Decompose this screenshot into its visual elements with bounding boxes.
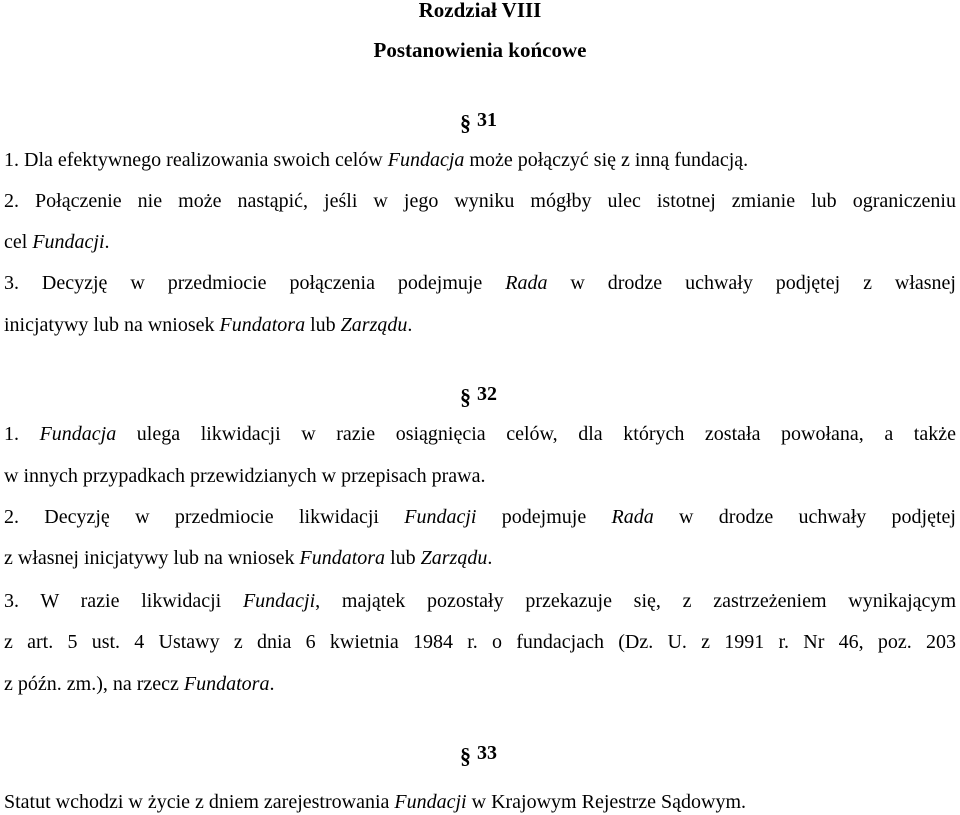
section-number: 31 (477, 109, 497, 131)
section-31-heading (460, 108, 497, 135)
section-sign: § (460, 384, 471, 409)
section-33-heading (460, 741, 497, 768)
section-32-line-7: z późn. zm.), na rzecz Fundatora. (4, 673, 275, 695)
section-31-line-1: 1. Dla efektywnego realizowania swoich celów Fundacja może połączyć się z inną fundacją. (4, 149, 749, 171)
section-32-line-1: 1. Fundacja ulega likwidacji w razie osiągnięcia celów, dla których została powołana, a także (4, 423, 956, 445)
section-32-line-6: z art. 5 ust. 4 Ustawy z dnia 6 kwietnia 1984 r. o fundacjach (Dz. U. z 1991 r. Nr 46, poz. 203 (4, 631, 956, 653)
section-number: 32 (477, 383, 497, 405)
section-32-line-2: w innych przypadkach przewidzianych w przepisach prawa. (4, 465, 486, 487)
section-31-line-2: 2. Połączenie nie może nastąpić, jeśli w jego wyniku mógłby ulec istotnej zmianie lub ograniczeniu (4, 190, 956, 212)
section-31-line-3: cel Fundacji. (4, 231, 110, 253)
section-32-line-5: 3. W razie likwidacji Fundacji, majątek pozostały przekazuje się, z zastrzeżeniem wynikającym (4, 590, 956, 612)
section-sign: § (460, 110, 471, 135)
section-32-line-3: 2. Decyzję w przedmiocie likwidacji Fundacji podejmuje Rada w drodze uchwały podjętej (4, 506, 956, 528)
chapter-heading: Rozdział VIII (418, 0, 542, 22)
section-number: 33 (477, 742, 497, 764)
section-33-line-1: Statut wchodzi w życie z dniem zarejestrowania Fundacji w Krajowym Rejestrze Sądowym. (4, 791, 747, 813)
section-31-line-4: 3. Decyzję w przedmiocie połączenia podejmuje Rada w drodze uchwały podjętej z własnej (4, 272, 956, 294)
section-32-heading (460, 382, 497, 409)
chapter-title: Postanowienia końcowe (373, 38, 587, 62)
section-32-line-4: z własnej inicjatywy lub na wniosek Fundatora lub Zarządu. (4, 547, 493, 569)
section-sign: § (460, 743, 471, 768)
section-31-line-5: inicjatywy lub na wniosek Fundatora lub Zarządu. (4, 314, 413, 336)
